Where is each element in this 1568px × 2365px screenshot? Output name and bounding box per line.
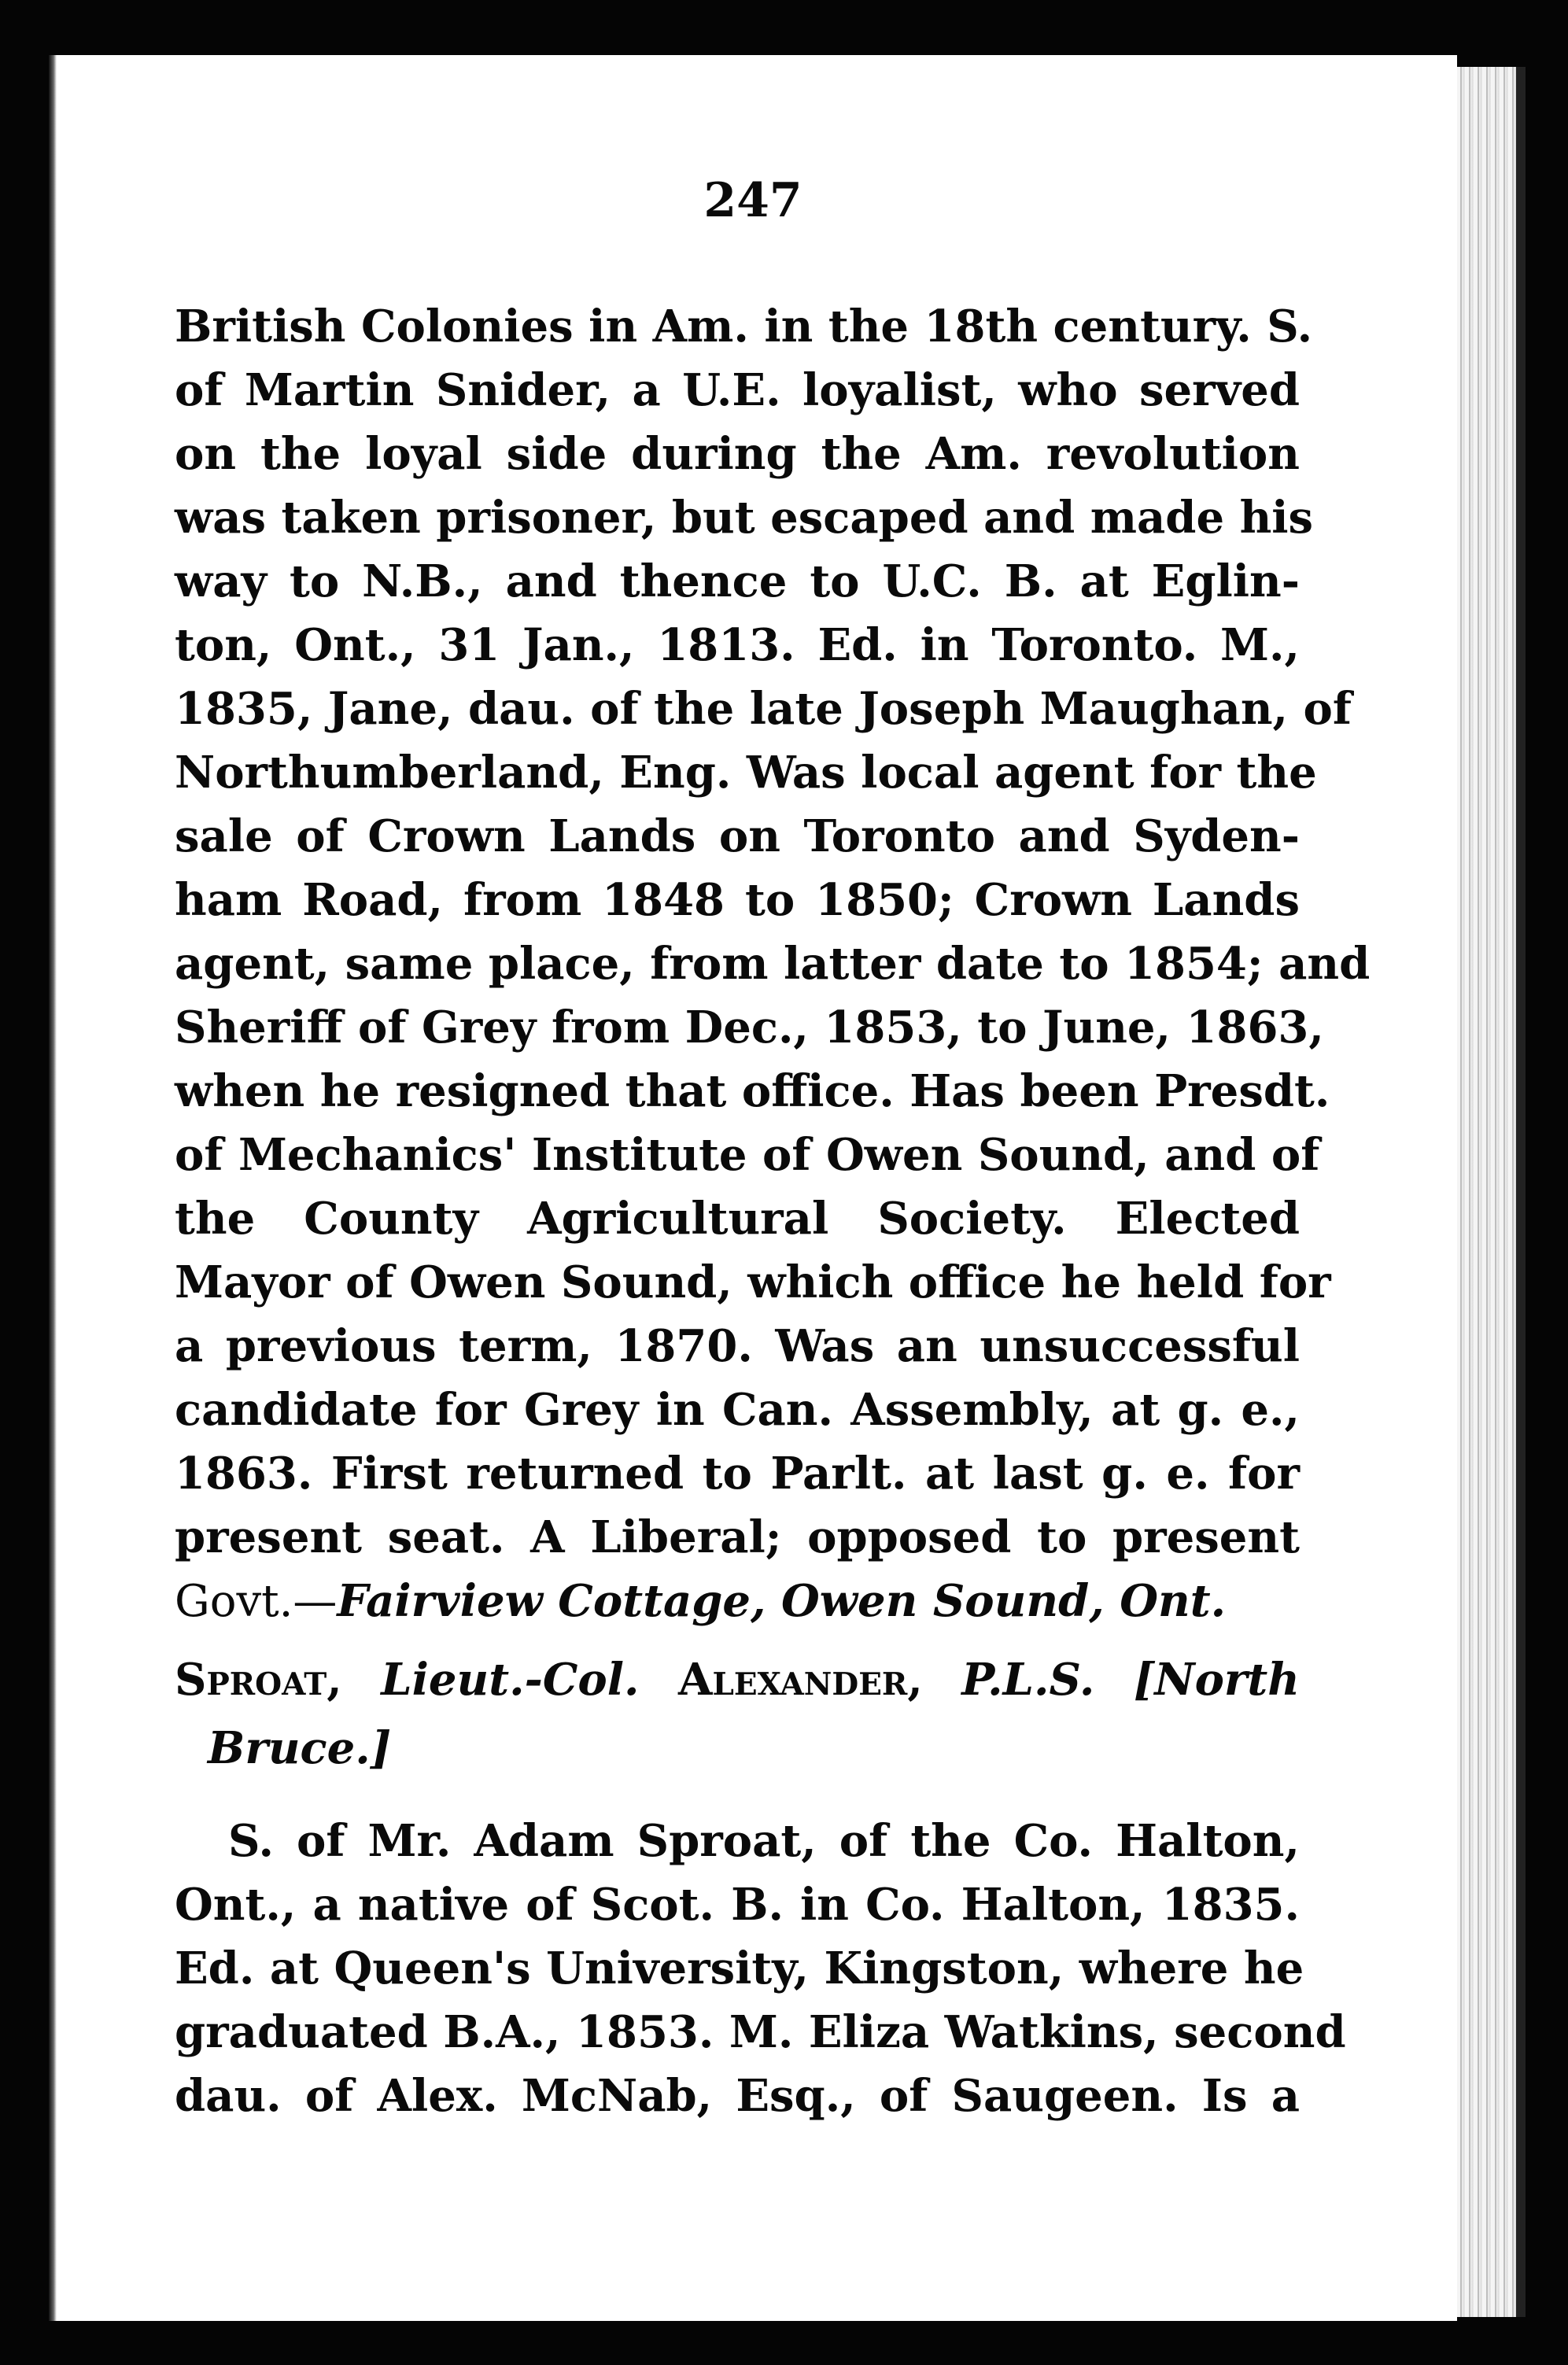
entry-spacer [175, 1781, 1300, 1810]
text-line: British Colonies in Am. in the 18th century. S. [175, 301, 1313, 352]
text-line: of Martin Snider, a U.E. loyalist, who served [175, 364, 1300, 416]
text-line: Sheriff of Grey from Dec., 1853, to June, 1863, [175, 1002, 1324, 1053]
entry-text-line: Ed. at Queen's University, Kingston, where he [175, 1943, 1304, 1994]
text-line: candidate for Grey in Can. Assembly, at g. e., [175, 1384, 1300, 1436]
entry-postnominal: P.L.S. [961, 1654, 1095, 1706]
text-line: of Mechanics' Institute of Owen Sound, and of [175, 1129, 1320, 1181]
entry-riding-continued: Bruce.] [208, 1722, 392, 1774]
entry-riding: [North [1133, 1654, 1301, 1706]
entry-text-line: dau. of Alex. McNab, Esq., of Saugeen. Is a [175, 2070, 1300, 2122]
text-line: 1835, Jane, dau. of the late Joseph Maughan, of [175, 683, 1352, 735]
entry-rank: Lieut.-Col. [381, 1654, 640, 1706]
page-binding-edge [49, 55, 57, 2321]
entry-text-line: Ont., a native of Scot. B. in Co. Halton, 1835. [175, 1879, 1300, 1931]
text-line: 1863. First returned to Parlt. at last g. e. for [175, 1448, 1300, 1500]
residence-line [175, 1570, 1300, 1633]
text-line: on the loyal side during the Am. revolution [175, 428, 1300, 480]
text-line: ton, Ont., 31 Jan., 1813. Ed. in Toronto. M., [175, 619, 1300, 671]
entry-surname: Sproat, [175, 1654, 342, 1706]
text-line: present seat. A Liberal; opposed to present [175, 1511, 1300, 1563]
entry-text-line: S. of Mr. Adam Sproat, of the Co. Halton, [228, 1815, 1300, 1867]
text-line: agent, same place, from latter date to 1854; and [175, 938, 1371, 990]
entry-given-name: Alexander, [678, 1654, 923, 1706]
text-line: Northumberland, Eng. Was local agent for the [175, 747, 1317, 799]
text-line: sale of Crown Lands on Toronto and Syden- [175, 810, 1300, 862]
entry-text-line: graduated B.A., 1853. M. Eliza Watkins, second [175, 2006, 1346, 2058]
text-line: ham Road, from 1848 to 1850; Crown Lands [175, 874, 1300, 926]
page-edges [1457, 67, 1516, 2317]
book-page [49, 55, 1457, 2321]
residence-address: Fairview Cottage, Owen Sound, Ont. [337, 1575, 1227, 1627]
text-line: the County Agricultural Society. Elected [175, 1193, 1300, 1245]
text-line: way to N.B., and thence to U.C. B. at Eglin- [175, 555, 1300, 607]
text-line: a previous term, 1870. Was an unsuccessful [175, 1320, 1300, 1372]
entry-heading [175, 1644, 1300, 1715]
text-line: was taken prisoner, but escaped and made his [175, 492, 1314, 544]
text-line: when he resigned that office. Has been Presdt. [175, 1065, 1330, 1117]
text-line: Mayor of Owen Sound, which office he held for [175, 1256, 1331, 1308]
book-spine-shadow [1516, 67, 1526, 2317]
residence-lead: Govt.— [175, 1576, 338, 1627]
page-text [175, 295, 1371, 2128]
page-number: 247 [703, 173, 802, 228]
